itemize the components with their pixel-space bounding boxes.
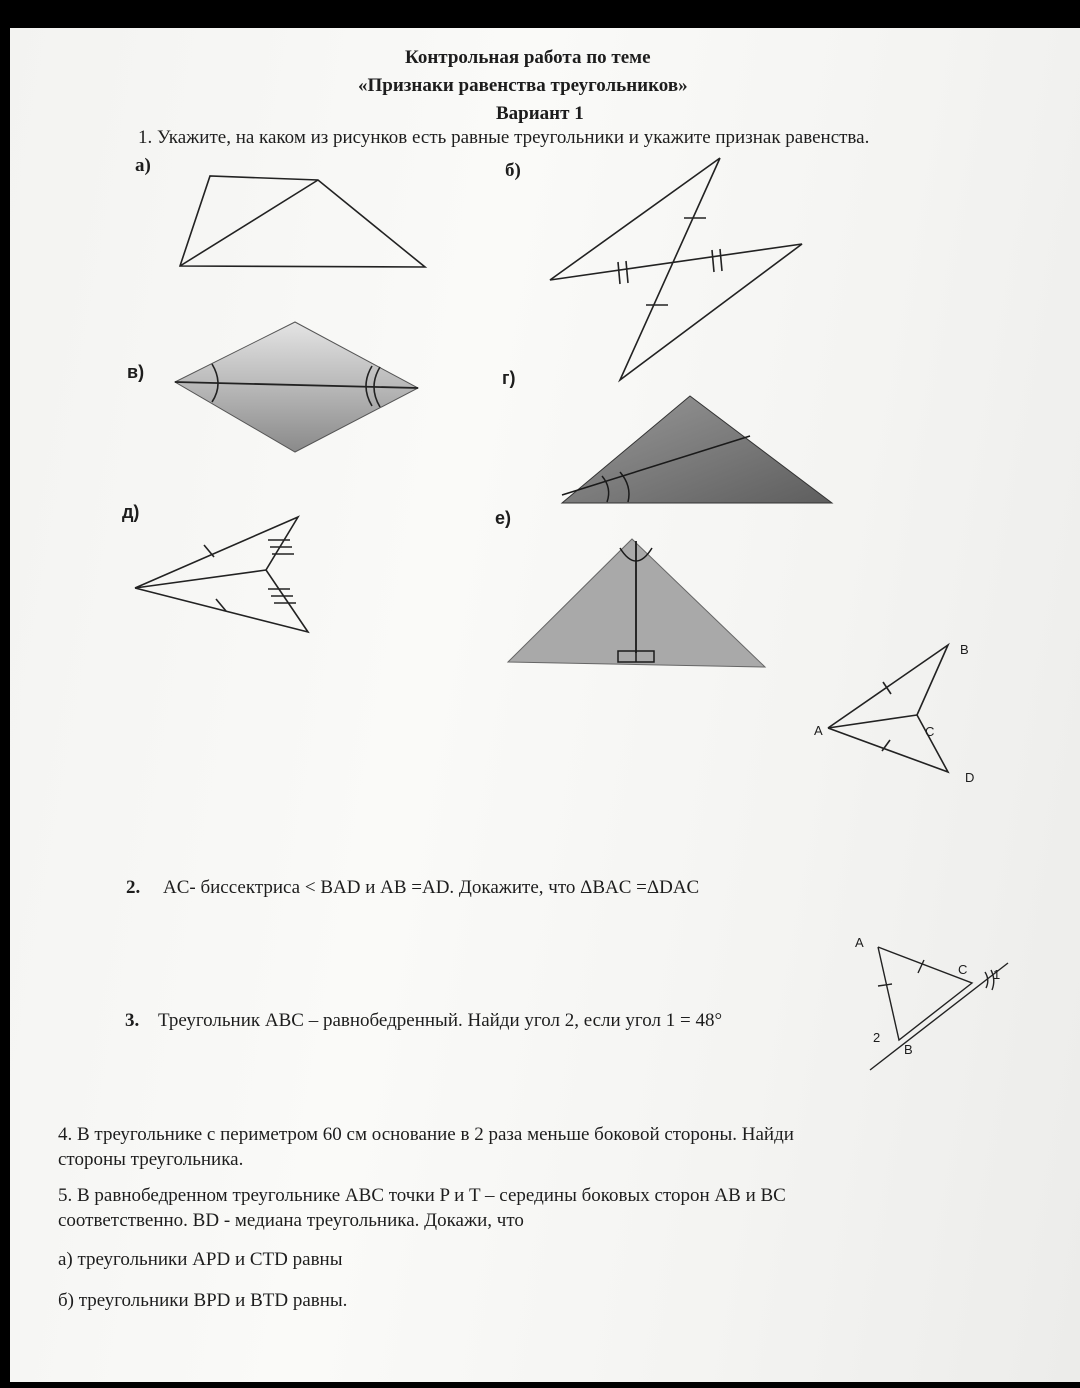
point-b: B: [904, 1042, 913, 1057]
point-d: D: [965, 770, 975, 785]
task4-line1: 4. В треугольнике с периметром 60 см основание в 2 раза меньше боковой стороны. Найди: [58, 1124, 794, 1145]
task2-figure: [814, 642, 974, 785]
task5-line2: соответственно. BD - медиана треугольника. Докажи, что: [58, 1210, 524, 1231]
task3-text: Треугольник ABC – равнобедренный. Найди угол 2, если угол 1 = 48°: [158, 1010, 723, 1031]
point-b: B: [960, 642, 969, 657]
task4-line2: стороны треугольника.: [58, 1149, 244, 1170]
task5-item-a: а) треугольники APD и CTD равны: [58, 1249, 343, 1270]
figure-e: [508, 539, 765, 667]
figure-d: [135, 517, 308, 632]
task3-number: 3.: [125, 1010, 140, 1031]
task2-text: AC- биссектриса < BAD и AB =AD. Докажите, что ΔBAC =ΔDAC: [163, 877, 700, 898]
header-variant: Вариант 1: [496, 103, 584, 124]
task2-number: 2.: [126, 877, 141, 898]
angle-1-label: 1: [993, 967, 1001, 982]
task5-item-b: б) треугольники BPD и BTD равны.: [58, 1290, 348, 1311]
header-topic: «Признаки равенства треугольников»: [358, 75, 688, 96]
task3-figure: [855, 935, 1008, 1070]
label-b: б): [505, 160, 521, 181]
figure-b: [550, 158, 802, 380]
task1-text: 1. Укажите, на каком из рисунков есть равные треугольники и укажите признак равенства.: [138, 127, 870, 148]
label-d: д): [122, 502, 140, 522]
label-a: а): [135, 155, 151, 176]
figure-g: [562, 396, 832, 503]
point-a: A: [855, 935, 864, 950]
label-g: г): [502, 368, 516, 388]
header-title: Контрольная работа по теме: [405, 47, 651, 68]
label-e: е): [495, 508, 512, 528]
point-a: A: [814, 723, 823, 738]
figure-a: [180, 176, 425, 267]
point-c: C: [925, 724, 935, 739]
label-v: в): [127, 362, 145, 382]
angle-2-label: 2: [873, 1030, 881, 1045]
figure-v: [175, 322, 418, 452]
task5-line1: 5. В равнобедренном треугольнике ABC точки P и T – середины боковых сторон AB и BC: [58, 1185, 786, 1206]
point-c: C: [958, 962, 968, 977]
